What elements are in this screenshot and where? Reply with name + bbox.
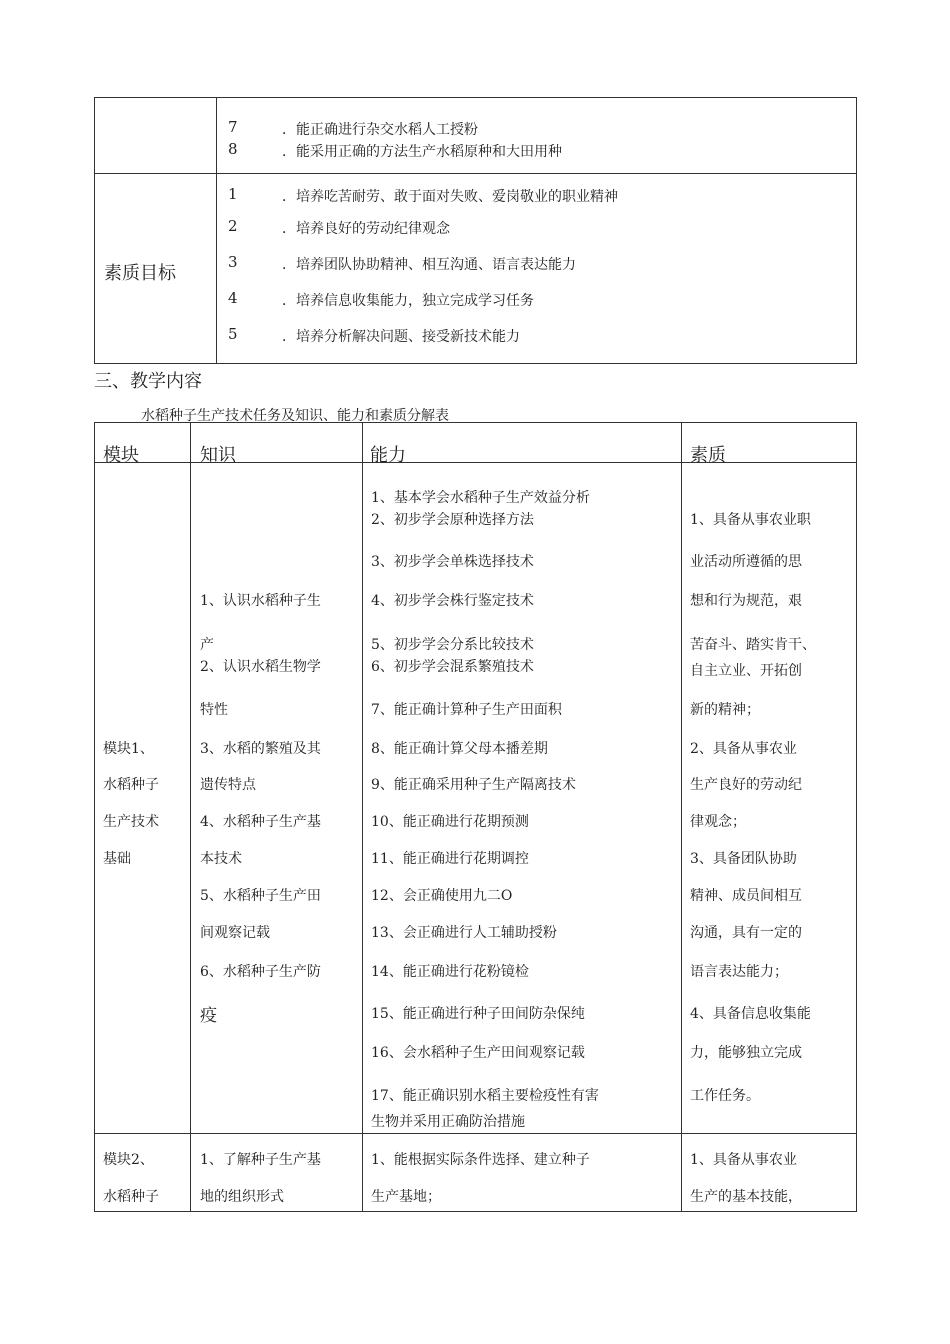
module1-name-line: 模块1、 — [103, 741, 154, 757]
quality-objectives-label: 素质目标 — [104, 263, 176, 284]
module1-knowledge-line: 2、认识水稻生物学 — [200, 659, 321, 675]
quality-item-3-num: 3 — [228, 253, 238, 271]
module1-ability-line: 11、能正确进行花期调控 — [371, 851, 529, 867]
module1-ability-line: 16、会水稻种子生产田间观察记载 — [371, 1045, 585, 1061]
module1-ability-line: 2、初步学会原种选择方法 — [371, 512, 534, 528]
module1-ability-line: 13、会正确进行人工辅助授粉 — [371, 925, 557, 941]
module1-ability-line: 3、初步学会单株选择技术 — [371, 554, 534, 570]
header-knowledge: 知识 — [200, 445, 236, 466]
module1-quality-line: 新的精神； — [690, 702, 760, 718]
header-module: 模块 — [103, 445, 139, 466]
module1-knowledge-line: 6、水稻种子生产防 — [200, 964, 321, 980]
quality-item-2-num: 2 — [228, 217, 238, 235]
module2-ability-line: 生产基地； — [371, 1189, 441, 1205]
module1-quality-line: 语言表达能力； — [690, 964, 788, 980]
module1-quality-line: 律观念； — [690, 814, 746, 830]
module1-quality-line: 沟通，具有一定的 — [690, 925, 802, 941]
ability-item-8-text: ．能采用正确的方法生产水稻原种和大田用种 — [282, 144, 562, 160]
ability-item-7-text: ．能正确进行杂交水稻人工授粉 — [282, 122, 478, 138]
module1-knowledge-line: 特性 — [200, 702, 228, 718]
module1-ability-line: 5、初步学会分系比较技术 — [371, 637, 534, 653]
quality-item-2-text: ．培养良好的劳动纪律观念 — [282, 221, 450, 237]
module2-name-line: 模块2、 — [103, 1152, 154, 1168]
objectives-table-row-divider — [94, 173, 857, 174]
module1-ability-line: 12、会正确使用九二O — [371, 888, 513, 904]
module1-ability-line: 4、初步学会株行鉴定技术 — [371, 593, 534, 609]
module2-quality-line: 生产的基本技能， — [690, 1189, 802, 1205]
module1-quality-line: 精神、成员间相互 — [690, 888, 802, 904]
module2-quality-line: 1、具备从事农业 — [690, 1152, 797, 1168]
ability-item-8-num: 8 — [228, 140, 238, 158]
module1-quality-line: 想和行为规范，艰 — [690, 593, 802, 609]
module1-quality-line: 苦奋斗、踏实肯干、 — [690, 637, 816, 653]
module2-ability-line: 1、能根据实际条件选择、建立种子 — [371, 1152, 590, 1168]
quality-item-1-text: ．培养吃苦耐劳、敢于面对失败、爱岗敬业的职业精神 — [282, 189, 618, 205]
module1-ability-line: 9、能正确采用种子生产隔离技术 — [371, 777, 576, 793]
objectives-table-divider — [216, 97, 217, 364]
module1-ability-line: 7、能正确计算种子生产田面积 — [371, 702, 562, 718]
col-divider-1 — [190, 422, 191, 1212]
module1-quality-line: 生产良好的劳动纪 — [690, 777, 802, 793]
col-divider-3 — [681, 422, 682, 1212]
quality-item-4-num: 4 — [228, 289, 238, 307]
quality-item-1-num: 1 — [228, 185, 238, 203]
module1-quality-line: 力，能够独立完成 — [690, 1045, 802, 1061]
module1-quality-line: 3、具备团队协助 — [690, 851, 797, 867]
quality-item-5-text: ．培养分析解决问题、接受新技术能力 — [282, 329, 520, 345]
quality-item-4-text: ．培养信息收集能力，独立完成学习任务 — [282, 293, 534, 309]
section-heading: 三、教学内容 — [94, 371, 202, 392]
ability-item-7-num: 7 — [228, 118, 238, 136]
module1-name-line: 水稻种子 — [103, 777, 159, 793]
module1-name-line: 基础 — [103, 851, 131, 867]
module1-ability-line: 8、能正确计算父母本播差期 — [371, 741, 548, 757]
module1-quality-line: 业活动所遵循的思 — [690, 554, 802, 570]
module1-ability-line: 1、基本学会水稻种子生产效益分析 — [371, 490, 590, 506]
module1-quality-line: 工作任务。 — [690, 1088, 760, 1104]
header-ability: 能力 — [370, 445, 406, 466]
module1-ability-line: 10、能正确进行花期预测 — [371, 814, 529, 830]
module1-quality-line: 4、具备信息收集能 — [690, 1006, 811, 1022]
col-divider-2 — [362, 422, 363, 1212]
module1-knowledge-line: 产 — [200, 637, 214, 653]
module1-ability-line: 6、初步学会混系繁殖技术 — [371, 659, 534, 675]
module1-ability-line: 15、能正确进行种子田间防杂保纯 — [371, 1006, 585, 1022]
module1-knowledge-line: 4、水稻种子生产基 — [200, 814, 321, 830]
module1-name-line: 生产技术 — [103, 814, 159, 830]
module-row-divider — [94, 1133, 857, 1134]
module1-knowledge-line: 5、水稻种子生产田 — [200, 888, 321, 904]
module1-quality-line: 1、具备从事农业职 — [690, 512, 811, 528]
quality-item-3-text: ．培养团队协助精神、相互沟通、语言表达能力 — [282, 257, 576, 273]
header-quality: 素质 — [690, 445, 726, 466]
module1-knowledge-line: 间观察记载 — [200, 925, 270, 941]
module1-knowledge-line: 疫 — [200, 1006, 217, 1026]
module1-ability-line: 生物并采用正确防治措施 — [371, 1114, 525, 1130]
module2-name-line: 水稻种子 — [103, 1189, 159, 1205]
module2-knowledge-line: 1、了解种子生产基 — [200, 1152, 321, 1168]
table-caption: 水稻种子生产技术任务及知识、能力和素质分解表 — [141, 408, 449, 424]
module1-knowledge-line: 本技术 — [200, 851, 242, 867]
module2-knowledge-line: 地的组织形式 — [200, 1189, 284, 1205]
module1-ability-line: 17、能正确识别水稻主要检疫性有害 — [371, 1088, 599, 1104]
module1-knowledge-line: 1、认识水稻种子生 — [200, 593, 321, 609]
module1-knowledge-line: 3、水稻的繁殖及其 — [200, 741, 321, 757]
module1-quality-line: 2、具备从事农业 — [690, 741, 797, 757]
quality-item-5-num: 5 — [228, 325, 238, 343]
module1-quality-line: 自主立业、开拓创 — [690, 663, 802, 679]
module1-knowledge-line: 遗传特点 — [200, 777, 256, 793]
module1-ability-line: 14、能正确进行花粉镜检 — [371, 964, 529, 980]
